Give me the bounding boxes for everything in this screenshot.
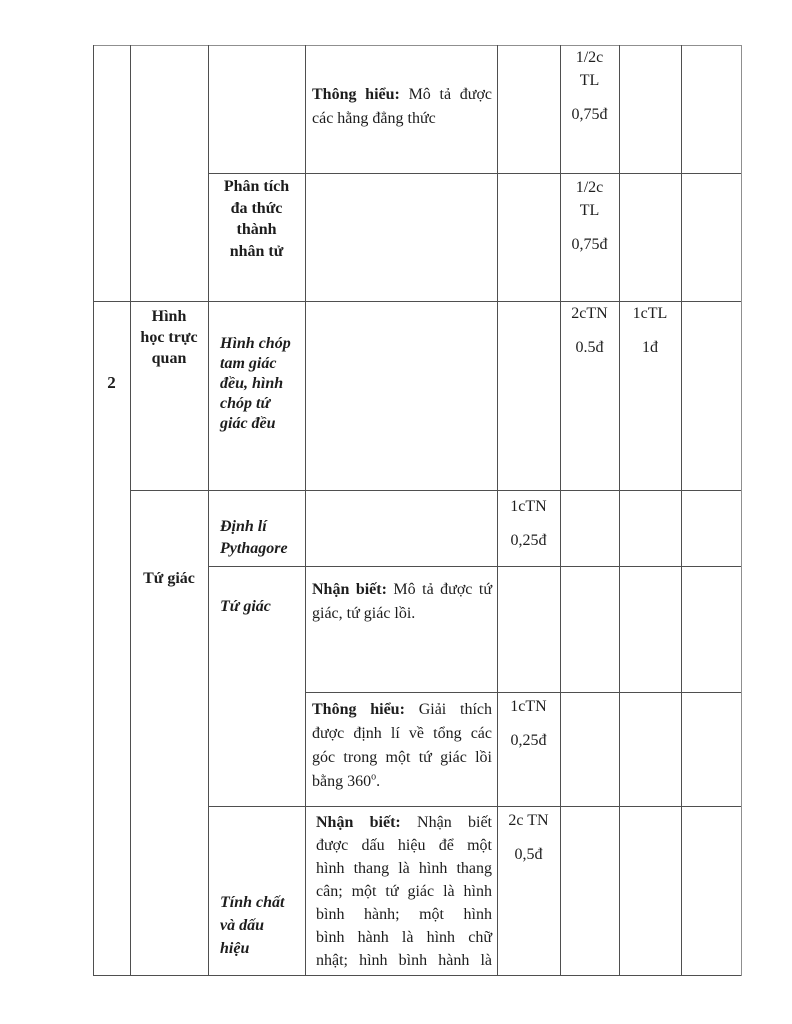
text-line: các hằng đẳng thức <box>312 110 436 127</box>
text-line: 2cTN <box>571 305 608 322</box>
topic-tu-giac <box>130 568 208 589</box>
table-border-left <box>93 45 94 976</box>
text-line: quan <box>151 350 187 367</box>
text-line: 1cTN <box>510 698 547 715</box>
table-row-divider <box>208 173 742 174</box>
score-hang-dang-thuc <box>560 46 619 126</box>
text-line: bình hành; một hình <box>316 906 492 923</box>
text-line: 0,25đ <box>510 532 547 549</box>
text-line: giác đều <box>220 415 276 432</box>
text-line: bình hành là hình chữ <box>316 929 492 946</box>
table-col-divider <box>305 45 306 976</box>
text-line: Hình <box>151 308 187 325</box>
text-line: 0,75đ <box>571 236 608 253</box>
subtopic-phan-tich-da-thuc <box>208 176 305 262</box>
table-row-divider <box>305 692 742 693</box>
text-line: 1cTN <box>510 498 547 515</box>
text-line: 0.5đ <box>575 339 604 356</box>
subtopic-tinh-chat-va-dau-hieu <box>220 891 304 960</box>
text-line: TL <box>579 72 600 89</box>
text-line: Nhận biết: Nhận biết <box>316 814 492 831</box>
text-line: 1đ <box>642 339 658 356</box>
subtopic-tu-giac <box>220 596 304 618</box>
score-hinh-chop-tn <box>560 302 619 359</box>
table-row-divider <box>208 806 742 807</box>
table-border-right <box>741 45 742 976</box>
desc-nhan-biet-tu-giac <box>312 578 492 626</box>
text-line: Tính chất <box>220 894 285 911</box>
table-col-divider <box>130 45 131 976</box>
text-line: 0,25đ <box>510 732 547 749</box>
text-line: được dấu hiệu để một <box>316 837 492 854</box>
text-line: giác, tứ giác lồi. <box>312 605 416 622</box>
score-tong-goc <box>497 695 560 752</box>
table-border-bottom <box>93 975 742 976</box>
text-line: 1cTL <box>632 305 668 322</box>
text-line: đều, hình <box>220 375 284 392</box>
desc-thong-hieu-hang-dang-thuc <box>312 83 492 131</box>
text-line: nhân tử <box>229 242 284 260</box>
text-line: Tứ giác <box>220 598 271 615</box>
text-line: nhật; hình bình hành là <box>316 952 492 969</box>
table-row-divider <box>208 566 742 567</box>
text-line: chóp tứ <box>220 395 271 412</box>
table-row-divider <box>130 490 742 491</box>
text-line: Phân tích <box>223 178 290 195</box>
text-line: Thông hiểu: Mô tả được <box>312 86 492 103</box>
score-phan-tich <box>560 176 619 256</box>
text-line: bằng 360$^o$. <box>312 771 381 790</box>
score-pythagore <box>497 495 560 552</box>
desc-thong-hieu-tong-goc <box>312 698 492 794</box>
text-line: 0,75đ <box>571 106 608 123</box>
table-border-top <box>93 45 742 46</box>
text-line: Tứ giác <box>143 570 195 587</box>
text-line: đa thức <box>230 199 283 217</box>
table-col-divider <box>681 45 682 976</box>
text-line: Hình chóp <box>220 335 291 352</box>
topic-hinh-hoc-truc-quan <box>130 306 208 369</box>
text-line: góc trong một tứ giác lồi <box>312 749 492 766</box>
text-line: 1/2c <box>575 179 604 196</box>
text-line: Nhận biết: Mô tả được tứ <box>312 581 492 598</box>
subtopic-dinh-li-pythagore <box>220 516 304 560</box>
score-dau-hieu <box>497 809 560 866</box>
text-line: Thông hiểu: Giải thích <box>312 701 493 718</box>
desc-nhan-biet-dau-hieu <box>316 811 492 972</box>
subtopic-hinh-chop <box>220 334 304 434</box>
text-line: tam giác <box>220 355 277 372</box>
text-line: học trực <box>140 329 198 346</box>
text-line: cân; một tứ giác là hình <box>316 883 492 900</box>
text-line: 2c TN <box>508 812 549 829</box>
text-line: và dấu <box>220 917 264 934</box>
text-line: 0,5đ <box>514 846 543 863</box>
text-line: TL <box>579 202 600 219</box>
text-line: được định lí về tổng các <box>312 725 492 742</box>
text-line: Pythagore <box>220 540 288 557</box>
section-number: 2 <box>107 373 116 392</box>
table-col-divider <box>619 45 620 976</box>
text-line: 1/2c <box>575 49 604 66</box>
text-line: Định lí <box>220 518 267 535</box>
text-line: thành <box>236 221 277 238</box>
score-hinh-chop-tl <box>619 302 681 359</box>
text-line: hình thang là hình thang <box>316 860 492 877</box>
text-line: hiệu <box>220 940 250 957</box>
